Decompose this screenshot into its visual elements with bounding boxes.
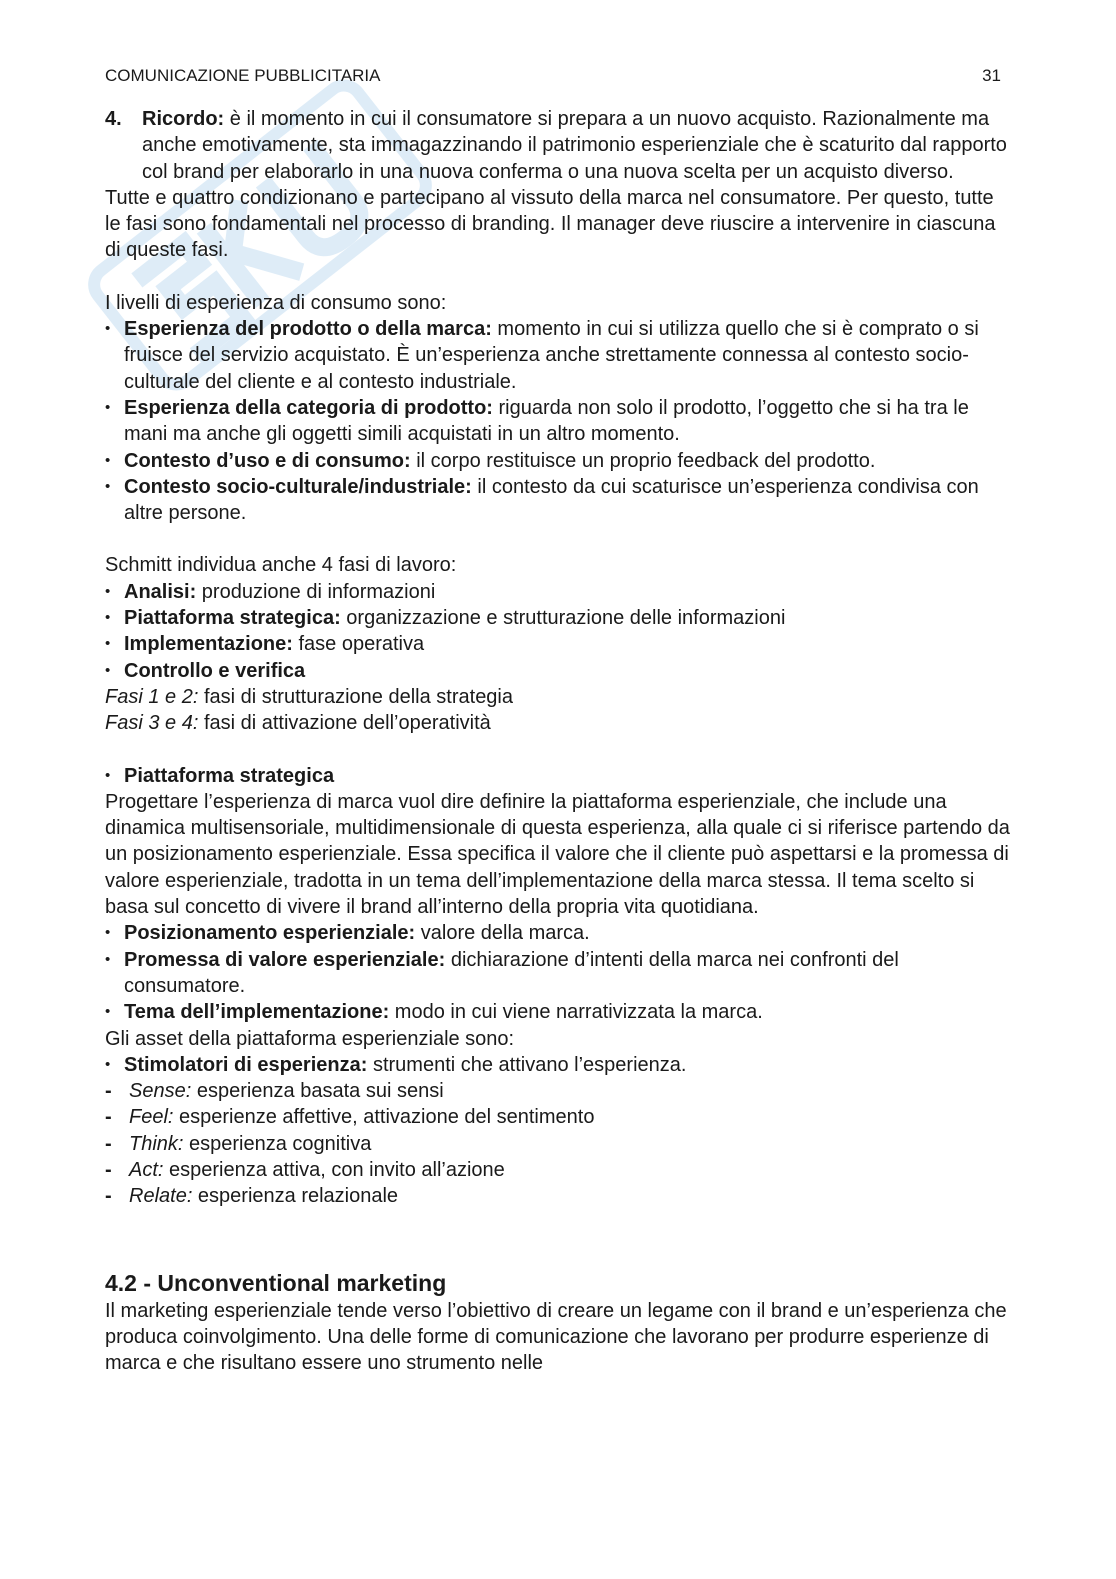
list-item: • Stimolatori di esperienza: strumenti che attivano l’esperienza. (105, 1053, 687, 1076)
header-title: COMUNICAZIONE PUBBLICITARIA (105, 66, 381, 85)
list-item-term: Implementazione: (124, 633, 293, 656)
list-item: • Controllo e verifica (105, 659, 306, 682)
platform-heading-text: Piattaforma strategica (124, 764, 335, 787)
list-item-text: modo in cui viene narrativizzata la marca. (389, 1001, 763, 1024)
list-item: • Contesto socio-culturale/industriale: il contesto da cui scaturisce un’esperienza condivisa con altre persone. (105, 475, 979, 525)
list-item-text: dichiarazione d’intenti della marca nei confronti del consumatore. (124, 948, 899, 997)
list-item: • Tema dell’implementazione: modo in cui viene narrativizzata la marca. (105, 1001, 763, 1024)
module-text: esperienze affettive, attivazione del sentimento (173, 1106, 595, 1129)
list-item-term: Tema dell’implementazione: (124, 1001, 390, 1024)
item-number: 4. (105, 108, 122, 130)
dash-item: - Sense: esperienza basata sui sensi (105, 1080, 444, 1103)
levels-intro: I livelli di esperienza di consumo sono: (105, 291, 447, 314)
module-label: Feel: (129, 1106, 174, 1129)
list-item-term: Analisi: (124, 580, 197, 603)
module-label: Sense: (129, 1080, 192, 1103)
list-item-text: valore della marca. (415, 922, 590, 945)
section-title: 4.2 - Unconventional marketing (105, 1269, 447, 1296)
list-item-term: Controllo e verifica (124, 659, 306, 682)
list-item: • Piattaforma strategica: organizzazione e strutturazione delle informazioni (105, 607, 786, 630)
list-item-text: organizzazione e strutturazione delle informazioni (340, 607, 786, 630)
module-label: Act: (129, 1158, 164, 1181)
list-item-term: Contesto socio-culturale/industriale: (124, 475, 472, 498)
item-text: è il momento in cui il consumatore si prepara a un nuovo acquisto. Razionalmente ma anche emotivamente, sta immagazzinando il patrimonio esperienziale che è scaturito dal rapporto col brand per elaborarlo in una nuova conferma o una nuova scelta per un acquisto diverso. (142, 108, 1007, 183)
page-content (105, 106, 1010, 1376)
module-text: esperienza cognitiva (183, 1132, 372, 1155)
list-item-text: momento in cui si utilizza quello che si è comprato o si fruisce del servizio acquistato. È un’esperienza anche strettamente connessa al contesto socio-culturale del cliente e al contesto industriale. (124, 318, 979, 393)
list-item-text: riguarda non solo il prodotto, l’oggetto che si ha tra le mani ma anche gli oggetti simili acquistati in un altro momento. (124, 396, 969, 446)
item-term: Ricordo: (142, 108, 225, 130)
phase-note-label: Fasi 1 e 2: (105, 685, 199, 708)
page-number: 31 (982, 66, 1001, 85)
phase-note (105, 684, 1010, 710)
numbered-item-4 (105, 106, 1010, 185)
list-item: • Contesto d’uso e di consumo: il corpo restituisce un proprio feedback del prodotto. (105, 449, 876, 472)
dash-item: - Act: esperienza attiva, con invito all’azione (105, 1158, 505, 1181)
module-label: Relate: (129, 1185, 193, 1208)
assets-intro: Gli asset della piattaforma esperienziale sono: (105, 1027, 515, 1050)
list-item: • Posizionamento esperienziale: valore della marca. (105, 922, 590, 945)
list-item-term: Posizionamento esperienziale: (124, 922, 416, 945)
list-item-text: strumenti che attivano l’esperienza. (367, 1053, 687, 1076)
dash-item: - Relate: esperienza relazionale (105, 1185, 399, 1208)
phase-note-text: fasi di attivazione dell’operatività (198, 712, 491, 735)
list-item-text: il contesto da cui scaturisce un’esperienza condivisa con altre persone. (124, 475, 979, 525)
list-item-term: Contesto d’uso e di consumo: (124, 449, 411, 472)
list-item: • Implementazione: fase operativa (105, 633, 425, 656)
dash-item: - Think: esperienza cognitiva (105, 1132, 372, 1155)
list-item-term: Promessa di valore esperienziale: (124, 948, 446, 971)
list-item: • Esperienza della categoria di prodotto: riguarda non solo il prodotto, l’oggetto che si ha tra le mani ma anche gli oggetti simili acquistati in un altro momento. (105, 396, 969, 446)
paragraph: Tutte e quattro condizionano e partecipano al vissuto della marca nel consumatore. Per questo, tutte le fasi sono fondamentali nel processo di branding. Il manager deve riuscire a intervenire in ciascuna di queste fasi. (105, 186, 996, 262)
list-item: • Esperienza del prodotto o della marca: momento in cui si utilizza quello che si è comprato o si fruisce del servizio acquistato. È un’esperienza anche strettamente connessa al contesto socio-culturale del cliente e al contesto industriale. (105, 318, 979, 393)
list-item: • Analisi: produzione di informazioni (105, 580, 436, 603)
list-item-term: Piattaforma strategica: (124, 607, 341, 630)
phase-note-text: fasi di strutturazione della strategia (198, 685, 513, 708)
list-item-term: Esperienza della categoria di prodotto: (124, 396, 493, 419)
phase-note-label: Fasi 3 e 4: (105, 712, 199, 735)
module-text: esperienza relazionale (192, 1185, 399, 1208)
list-item-text: produzione di informazioni (196, 580, 436, 603)
list-item-term: Stimolatori di esperienza: (124, 1053, 368, 1076)
section-paragraph: Il marketing esperienziale tende verso l’obiettivo di creare un legame con il brand e un’esperienza che produca coinvolgimento. Una delle forme di comunicazione che lavorano per produrre esperienze di marca e che risultano essere uno strumento nelle (105, 1299, 1007, 1375)
platform-paragraph: Progettare l’esperienza di marca vuol dire definire la piattaforma esperienziale, che include una dinamica multisensoriale, multidimensionale di questa esperienza, alla quale ci si riferisce partendo da un posizionamento esperienziale. Essa specifica il valore che il cliente può aspettarsi e la promessa di valore esperienziale, tradotta in un tema dell’implementazione della marca stessa. Il tema scelto si basa sul concetto di vivere il brand all’interno della propria vita quotidiana. (105, 790, 1010, 919)
platform-heading: • Piattaforma strategica (105, 764, 335, 787)
schmitt-intro: Schmitt individua anche 4 fasi di lavoro: (105, 554, 457, 577)
page-header (105, 66, 1001, 86)
list-item-term: Esperienza del prodotto o della marca: (124, 318, 492, 341)
list-item: • Promessa di valore esperienziale: dichiarazione d’intenti della marca nei confronti del consumatore. (105, 948, 899, 997)
module-text: esperienza attiva, con invito all’azione (163, 1158, 505, 1181)
phase-note (105, 710, 1010, 736)
list-item-text: fase operativa (292, 633, 425, 656)
module-text: esperienza basata sui sensi (191, 1080, 444, 1103)
module-label: Think: (129, 1132, 184, 1155)
dash-item: - Feel: esperienze affettive, attivazione del sentimento (105, 1106, 595, 1129)
list-item-text: il corpo restituisce un proprio feedback del prodotto. (410, 449, 876, 472)
